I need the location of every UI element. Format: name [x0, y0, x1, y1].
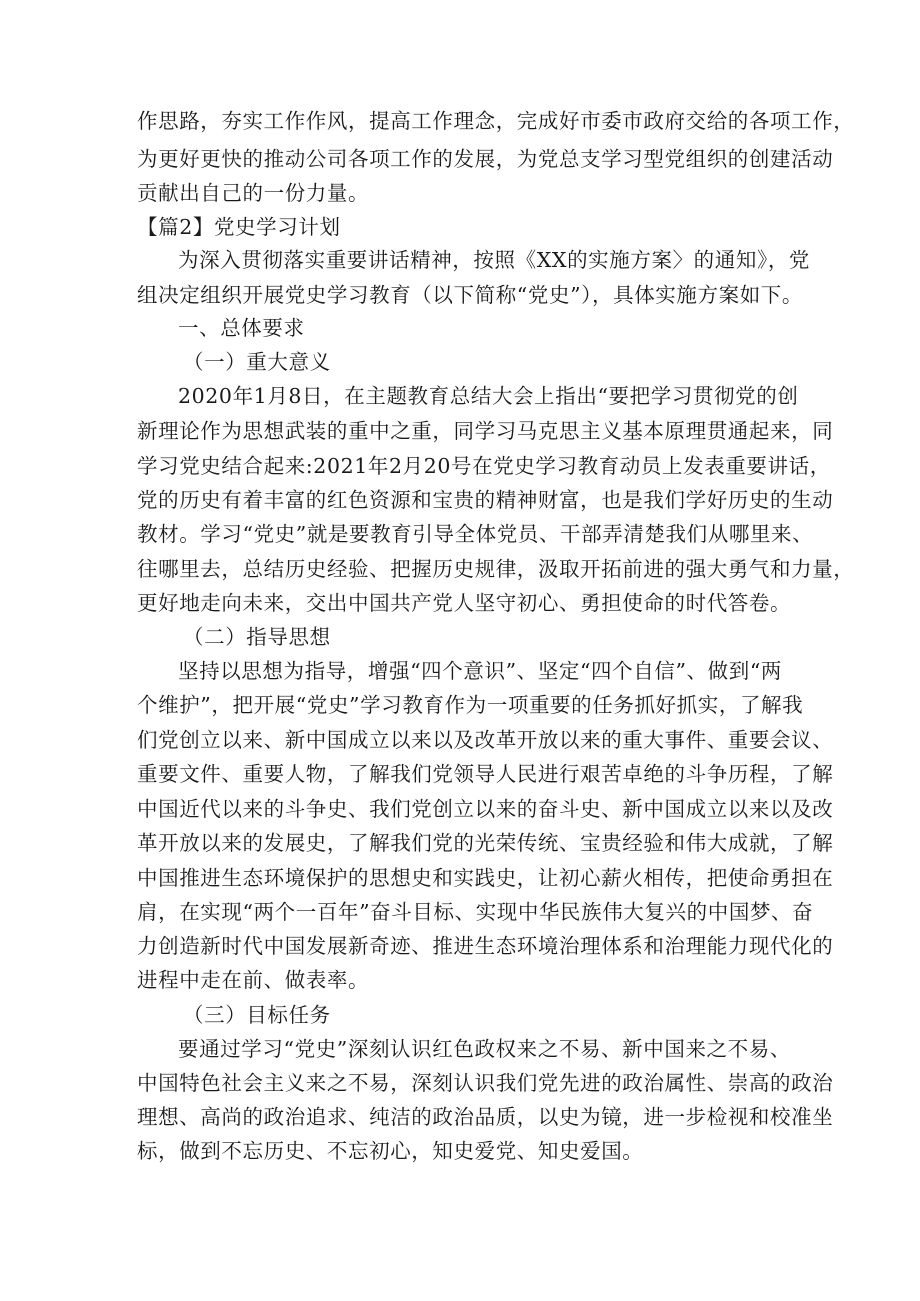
subheading: （二）指导思想	[183, 625, 331, 649]
paragraph-line: 贡献出自己的一份力量。	[137, 181, 370, 205]
paragraph-line: 肩，在实现“两个一百年”奋斗目标、实现中华民族伟大复兴的中国梦、奋	[137, 900, 814, 924]
paragraph-line: 重要文件、重要人物，了解我们党领导人民进行艰苦卓绝的斗争历程，了解	[137, 762, 834, 786]
subheading: 一、总体要求	[178, 316, 305, 340]
paragraph-line: 力创造新时代中国发展新奇迹、推进生态环境治理体系和治理能力现代化的	[137, 934, 834, 958]
paragraph-line: 要通过学习“党史”深刻认识红色政权来之不易、新中国来之不易、	[178, 1037, 791, 1061]
paragraph-line: 中国近代以来的斗争史、我们党创立以来的奋斗史、新中国成立以来以及改	[137, 797, 834, 821]
paragraph-line: 党的历史有着丰富的红色资源和宝贵的精神财富，也是我们学好历史的生动	[137, 488, 834, 512]
paragraph-line: 中国特色社会主义来之不易，深刻认识我们党先进的政治属性、崇高的政治	[137, 1071, 834, 1095]
paragraph-line: 往哪里去，总结历史经验、把握历史规律，汲取开拓前进的强大勇气和力量，	[137, 557, 855, 581]
paragraph-line: 们党创立以来、新中国成立以来以及改革开放以来的重大事件、重要会议、	[137, 728, 834, 752]
paragraph-line: 作思路，夯实工作作风，提高工作理念，完成好市委市政府交给的各项工作，	[137, 109, 855, 133]
paragraph-line: 标，做到不忘历史、不忘初心，知史爱党、知史爱国。	[137, 1139, 644, 1163]
paragraph-line: 理想、高尚的政治追求、纯洁的政治品质，以史为镜，进一步检视和校准坐	[137, 1105, 834, 1129]
paragraph-line: 中国推进生态环境保护的思想史和实践史，让初心薪火相传，把使命勇担在	[137, 866, 834, 890]
paragraph-line: 为深入贯彻落实重要讲话精神，按照《XX的实施方案〉的通知》，党	[178, 248, 811, 272]
section-heading: 【篇2】党史学习计划	[137, 215, 341, 239]
paragraph-line: 革开放以来的发展史，了解我们党的光荣传统、宝贵经验和伟大成就，了解	[137, 831, 834, 855]
paragraph-line: 2020年1月8日，在主题教育总结大会上指出“要把学习贯彻党的创	[178, 384, 799, 408]
paragraph-line: 新理论作为思想武装的重中之重，同学习马克思主义基本原理贯通起来，同	[137, 419, 834, 443]
paragraph-line: 组决定组织开展党史学习教育（以下简称“党史”），具体实施方案如下。	[137, 283, 804, 307]
paragraph-line: 个维护”，把开展“党史”学习教育作为一项重要的任务抓好抓实，了解我	[137, 693, 804, 717]
paragraph-line: 学习党史结合起来:2021年2月20号在党史学习教育动员上发表重要讲话，	[137, 454, 831, 478]
paragraph-line: 为更好更快的推动公司各项工作的发展，为党总支学习型党组织的创建活动	[137, 147, 834, 171]
paragraph-line: 进程中走在前、做表率。	[137, 968, 370, 992]
paragraph-line: 更好地走向未来，交出中国共产党人坚守初心、勇担使命的时代答卷。	[137, 591, 792, 615]
subheading: （三）目标任务	[183, 1003, 331, 1027]
subheading: （一）重大意义	[183, 350, 331, 374]
paragraph-line: 教材。学习“党史”就是要教育引导全体党员、干部弄清楚我们从哪里来、	[137, 522, 814, 546]
paragraph-line: 坚持以思想为指导，增强“四个意识”、坚定“四个自信”、做到“两	[178, 659, 782, 683]
